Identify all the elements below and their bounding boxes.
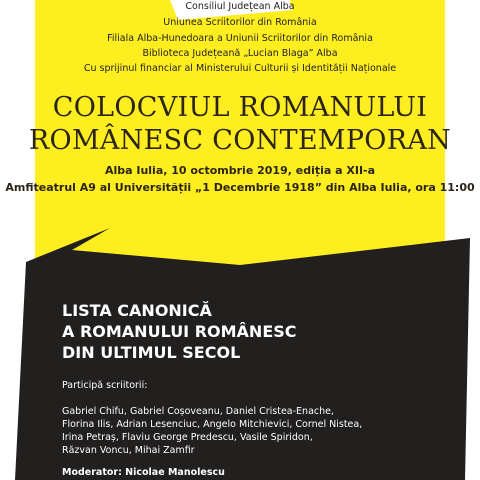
- organizer-line-2: Uniunea Scriitorilor din România: [163, 17, 317, 28]
- organizer-line-3: Filiala Alba-Hunedoara a Uniunii Scriitorilor din România: [107, 33, 373, 44]
- moderator-line: Moderator: Nicolae Manolescu: [62, 467, 225, 478]
- title-line-1: COLOCVIUL ROMANULUI: [52, 92, 428, 123]
- theme-line-1: LISTA CANONICĂ: [62, 301, 212, 320]
- participants-line: Irina Petraș, Flaviu George Predescu, Vasile Spiridon,: [62, 432, 313, 443]
- participants-line: Răzvan Voncu, Mihai Zamfir: [62, 445, 195, 456]
- organizer-line-1: Consiliul Județean Alba: [185, 1, 295, 12]
- title-line-2: ROMÂNESC CONTEMPORAN: [28, 125, 452, 156]
- event-date-line: Alba Iulia, 10 octombrie 2019, ediția a XII-a: [104, 164, 376, 177]
- organizer-line-5: Cu sprijinul financiar al Ministerului Culturii și Identității Naționale: [83, 63, 397, 74]
- theme-line-3: DIN ULTIMUL SECOL: [62, 343, 241, 362]
- participants-line: Florina Ilis, Adrian Lesenciuc, Angelo Mitchievici, Cornel Nistea,: [62, 419, 363, 430]
- theme-line-2: A ROMANULUI ROMÂNESC: [62, 322, 297, 341]
- participants-label: Participă scriitorii:: [62, 380, 148, 391]
- participants-line: Gabriel Chifu, Gabriel Coșoveanu, Daniel Cristea-Enache,: [62, 406, 335, 417]
- event-venue-line: Amfiteatrul A9 al Universității „1 Decembrie 1918” din Alba Iulia, ora 11:00: [5, 181, 475, 194]
- organizer-line-4: Biblioteca Județeană „Lucian Blaga” Alba: [142, 48, 338, 59]
